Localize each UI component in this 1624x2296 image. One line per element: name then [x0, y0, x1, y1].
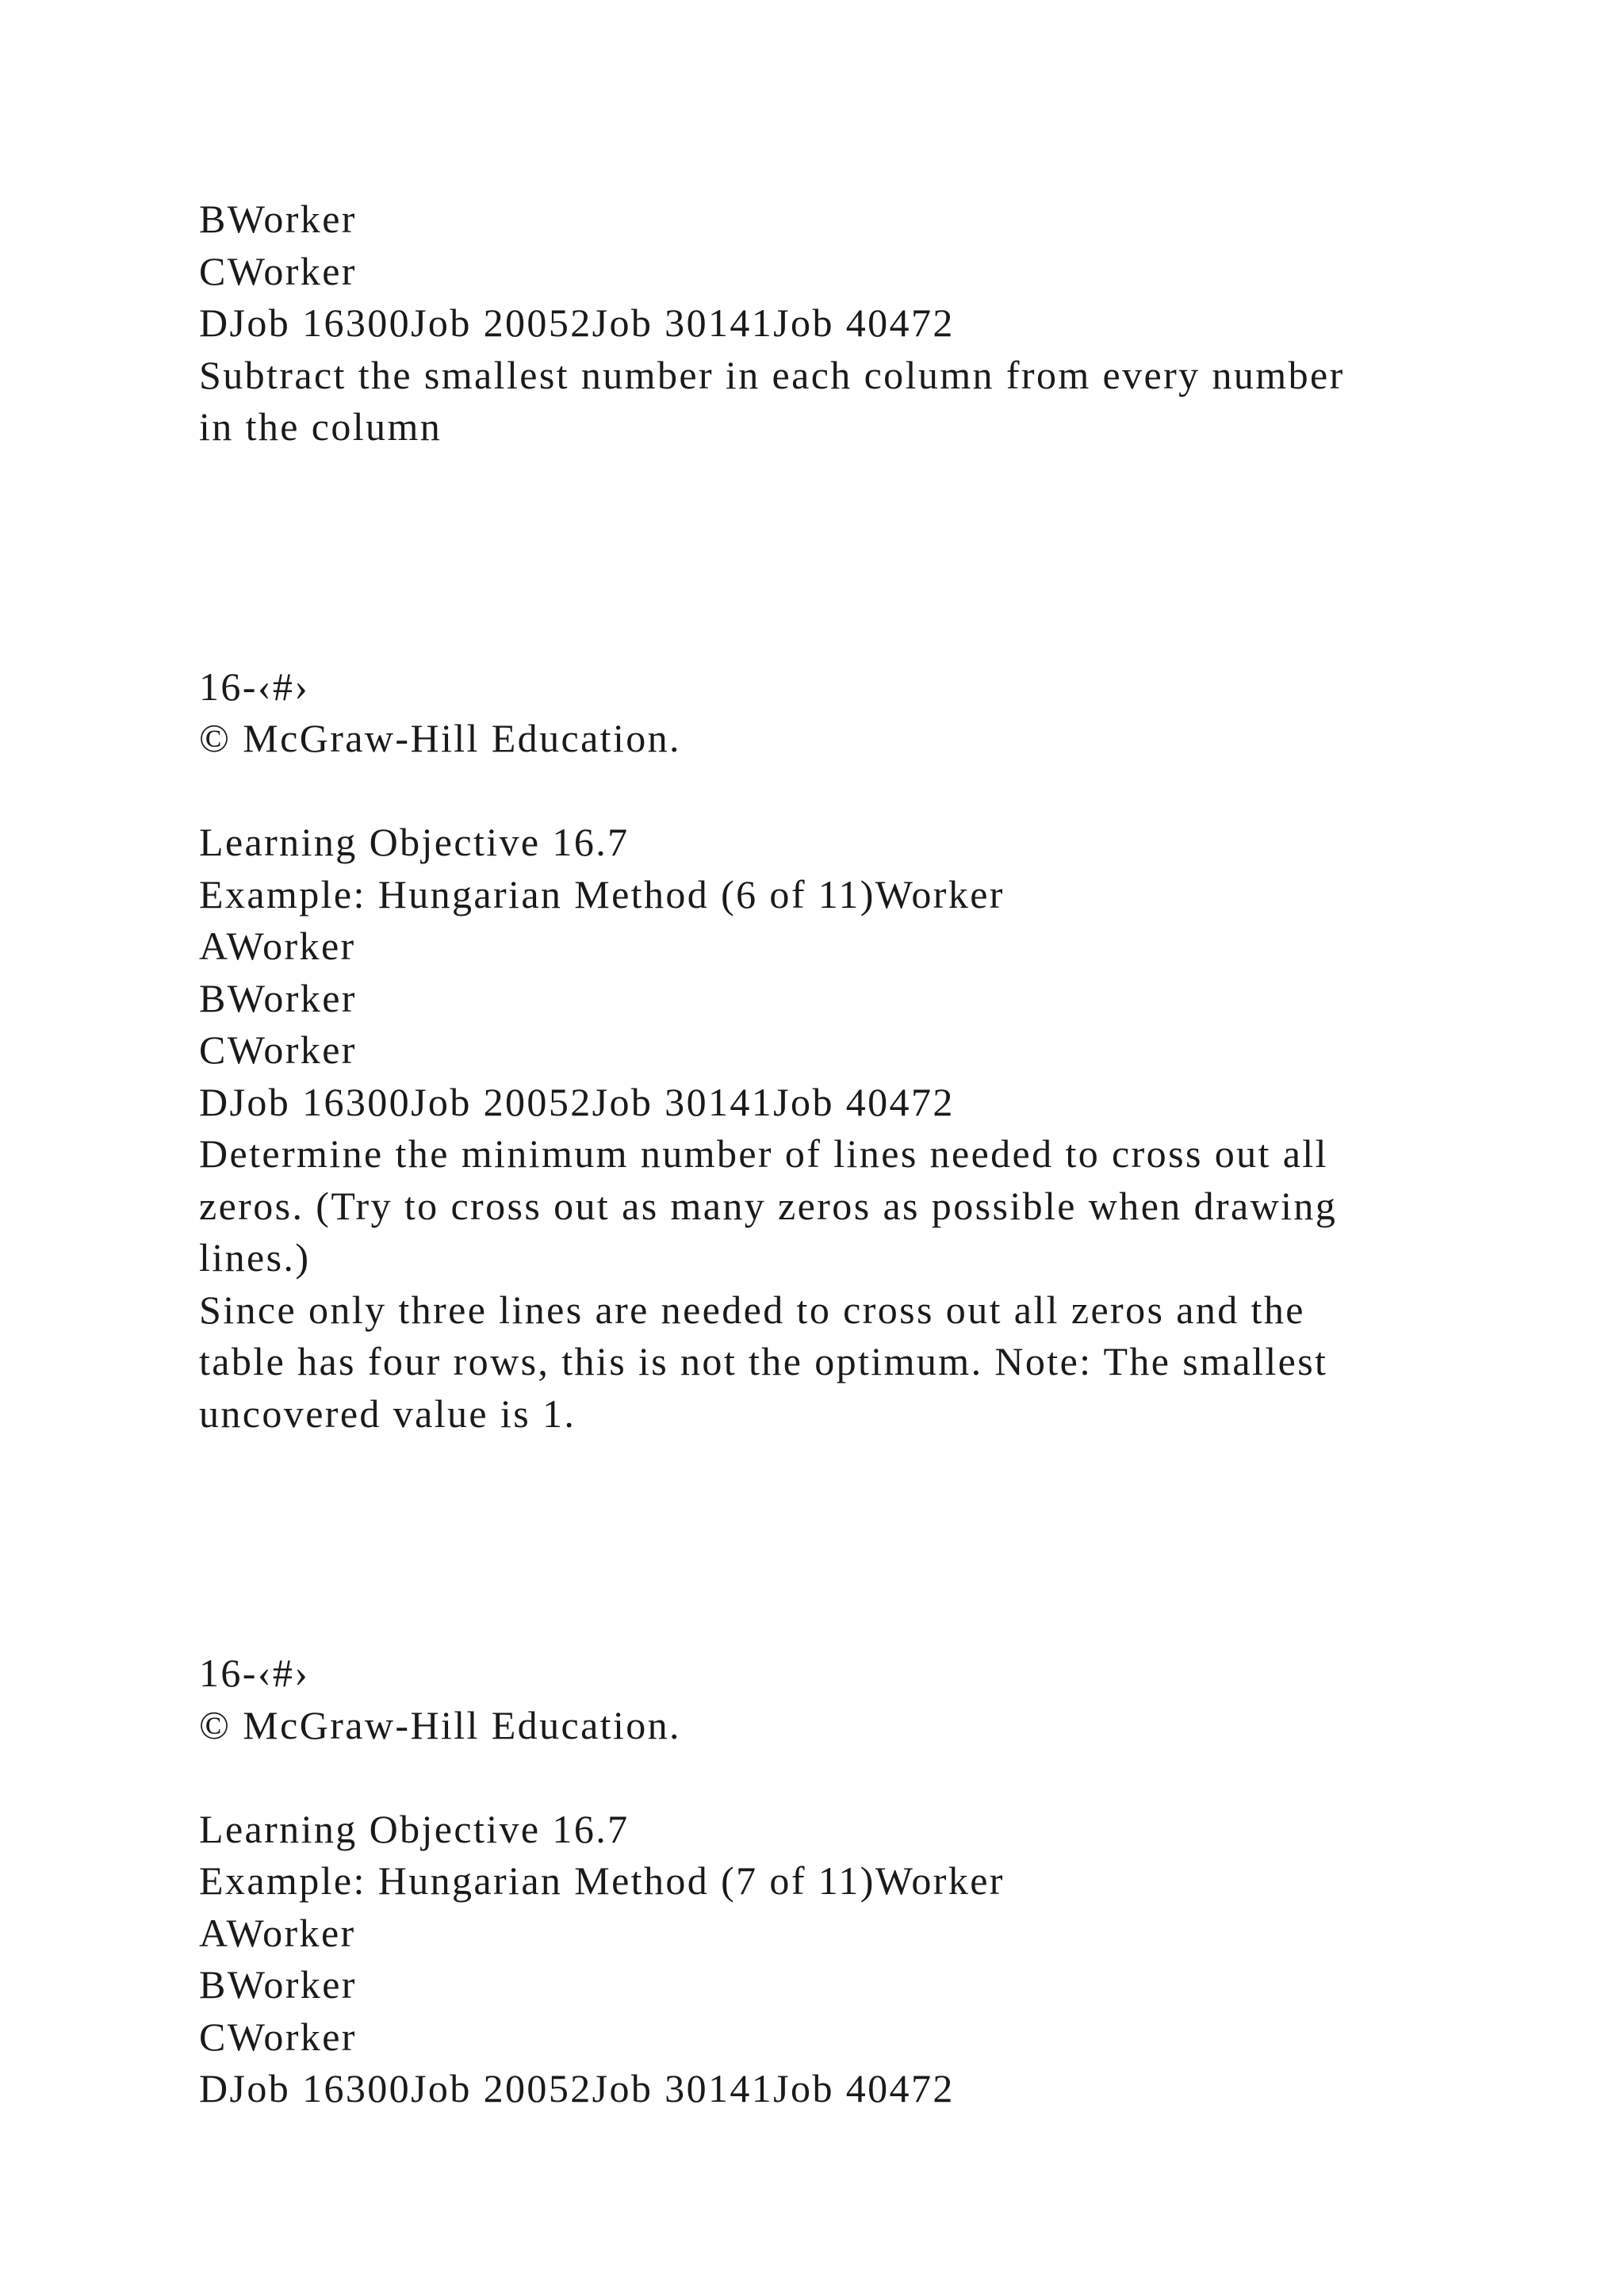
slide-6-text	[199, 661, 1531, 1441]
table-row-text: DJob 16300Job 20052Job 30141Job 40472	[199, 2066, 955, 2110]
instruction-text: in the column	[199, 404, 442, 449]
instruction-text: Determine the minimum number of lines needed to cross out all	[199, 1131, 1328, 1176]
document-page	[199, 193, 1531, 2115]
text-line: AWorker	[199, 1910, 356, 1955]
slide-7-text	[199, 1647, 1531, 2115]
text-line: BWorker	[199, 1962, 357, 2007]
learning-objective: Learning Objective 16.7	[199, 820, 630, 864]
instruction-text: Subtract the smallest number in each column from every number	[199, 352, 1345, 397]
blank-line	[199, 1751, 1531, 1804]
slide-number: 16-‹#›	[199, 1651, 310, 1695]
text-line: CWorker	[199, 2014, 357, 2059]
table-row-text: DJob 16300Job 20052Job 30141Job 40472	[199, 1079, 955, 1124]
learning-objective: Learning Objective 16.7	[199, 1806, 630, 1851]
instruction-text: lines.)	[199, 1235, 311, 1280]
slide-number: 16-‹#›	[199, 664, 310, 709]
note-text: table has four rows, this is not the optimum. Note: The smallest	[199, 1339, 1328, 1383]
copyright-notice: © McGraw-Hill Education.	[199, 1702, 681, 1747]
note-text: Since only three lines are needed to cross out all zeros and the	[199, 1287, 1305, 1332]
slide-title: Example: Hungarian Method (7 of 11)Worker	[199, 1858, 1005, 1903]
spacer	[199, 1440, 1531, 1647]
text-line: CWorker	[199, 248, 357, 293]
blank-line	[199, 765, 1531, 817]
slide-5-text	[199, 193, 1531, 453]
text-line: BWorker	[199, 975, 357, 1020]
note-text: uncovered value is 1.	[199, 1391, 576, 1436]
text-line: BWorker	[199, 197, 357, 241]
text-line: AWorker	[199, 924, 356, 968]
text-line: CWorker	[199, 1027, 357, 1072]
copyright-notice: © McGraw-Hill Education.	[199, 716, 681, 760]
instruction-text: zeros. (Try to cross out as many zeros as possible when drawing	[199, 1183, 1338, 1228]
spacer	[199, 453, 1531, 661]
slide-title: Example: Hungarian Method (6 of 11)Worker	[199, 871, 1005, 916]
table-row-text: DJob 16300Job 20052Job 30141Job 40472	[199, 300, 955, 345]
